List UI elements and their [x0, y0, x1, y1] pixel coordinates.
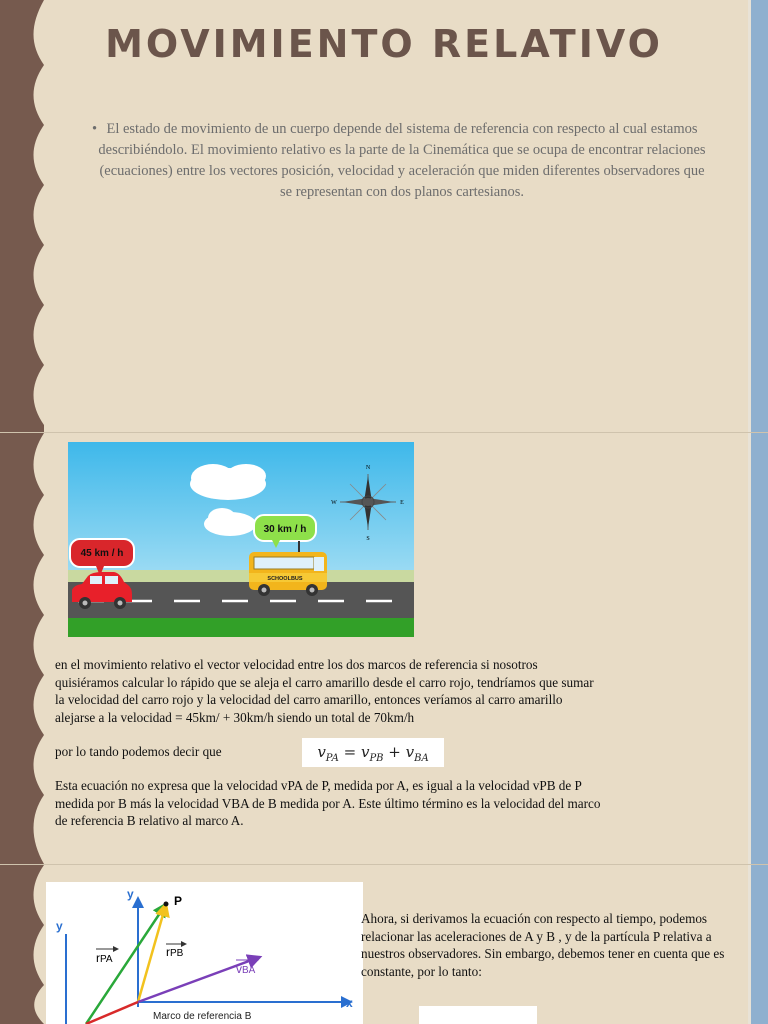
- equation-explanation: Esta ecuación no expresa que la velocidad vPA de P, medida por A, es igual a la velocidad vPB de P medida por B más la velocidad VBA de B medida por A. Este último término es la velocidad del marco de referencia B relativo al marco A.: [55, 778, 601, 828]
- compass-s: S: [366, 536, 370, 542]
- slide-divider: [0, 864, 768, 865]
- acceleration-explanation: Ahora, si derivamos la ecuación con respecto al tiempo, podemos relacionar las aceleraciones de A y B , y de la partícula P relativa a nuestros observadores. Sin embargo, debemos tener en cuenta que es constante, por lo tanto:: [361, 911, 725, 979]
- r-pb-label: rPB: [166, 945, 184, 959]
- point-p: [164, 902, 169, 907]
- relative-vectors-diagram: [46, 882, 363, 1024]
- conclusion-intro: por lo tando podemos decir que: [55, 744, 222, 759]
- frame-b-y-label: y: [127, 887, 134, 901]
- page-title: MOVIMIENTO RELATIVO: [105, 22, 663, 66]
- point-p-label: P: [174, 894, 183, 908]
- slide-divider: [0, 432, 768, 433]
- acceleration-formula-box: [419, 1006, 537, 1024]
- bus-label: SCHOOLBUS: [267, 576, 303, 582]
- red-car-speed-label: 45 km / h: [80, 548, 124, 559]
- left-decorative-band: [0, 0, 50, 1024]
- frame-a-y-label: y: [56, 919, 63, 933]
- compass-e: E: [400, 500, 404, 506]
- velocity-explanation: en el movimiento relativo el vector velocidad entre los dos marcos de referencia si nosotros quisiéramos calcular lo rápido que se aleja el carro amarillo desde el carro rojo, tendríamos que sumar la velocidad del carro rojo y la velocidad del carro amarillo, entonces veríamos al carro amarillo alejarse a la velocidad = 45km/ + 30km/h siendo un total de 70km/h: [55, 657, 594, 725]
- cloud: [190, 464, 266, 500]
- compass-w: W: [331, 500, 337, 506]
- intro-bullet: [92, 119, 712, 203]
- frame-b-x-label: x: [346, 996, 353, 1010]
- velocity-formula: $v_{PA} = v_{PB} + v_{BA}$: [302, 738, 444, 767]
- r-pb-vector: [138, 904, 166, 1002]
- v-ba-label: vBA: [236, 962, 256, 976]
- bus-speed-label: 30 km / h: [263, 524, 307, 535]
- right-decorative-band: [748, 0, 768, 1024]
- frame-b-caption: Marco de referencia B: [153, 1011, 252, 1022]
- compass-n: N: [365, 465, 371, 471]
- school-bus-icon: [249, 552, 327, 596]
- intro-text: El estado de movimiento de un cuerpo depende del sistema de referencia con respecto al cual estamos describiéndolo. El movimiento relativo es la parte de la Cinemática que se ocupa de encontrar relaciones (ecuaciones) entre los vectores posición, velocidad y aceleración que miden diferentes observadores que se representan con dos planos cartesianos.: [98, 121, 706, 200]
- bullet-mark: •: [92, 121, 98, 137]
- cars-illustration: [68, 442, 414, 637]
- grass: [68, 618, 414, 637]
- r-pa-label: rPA: [96, 951, 113, 965]
